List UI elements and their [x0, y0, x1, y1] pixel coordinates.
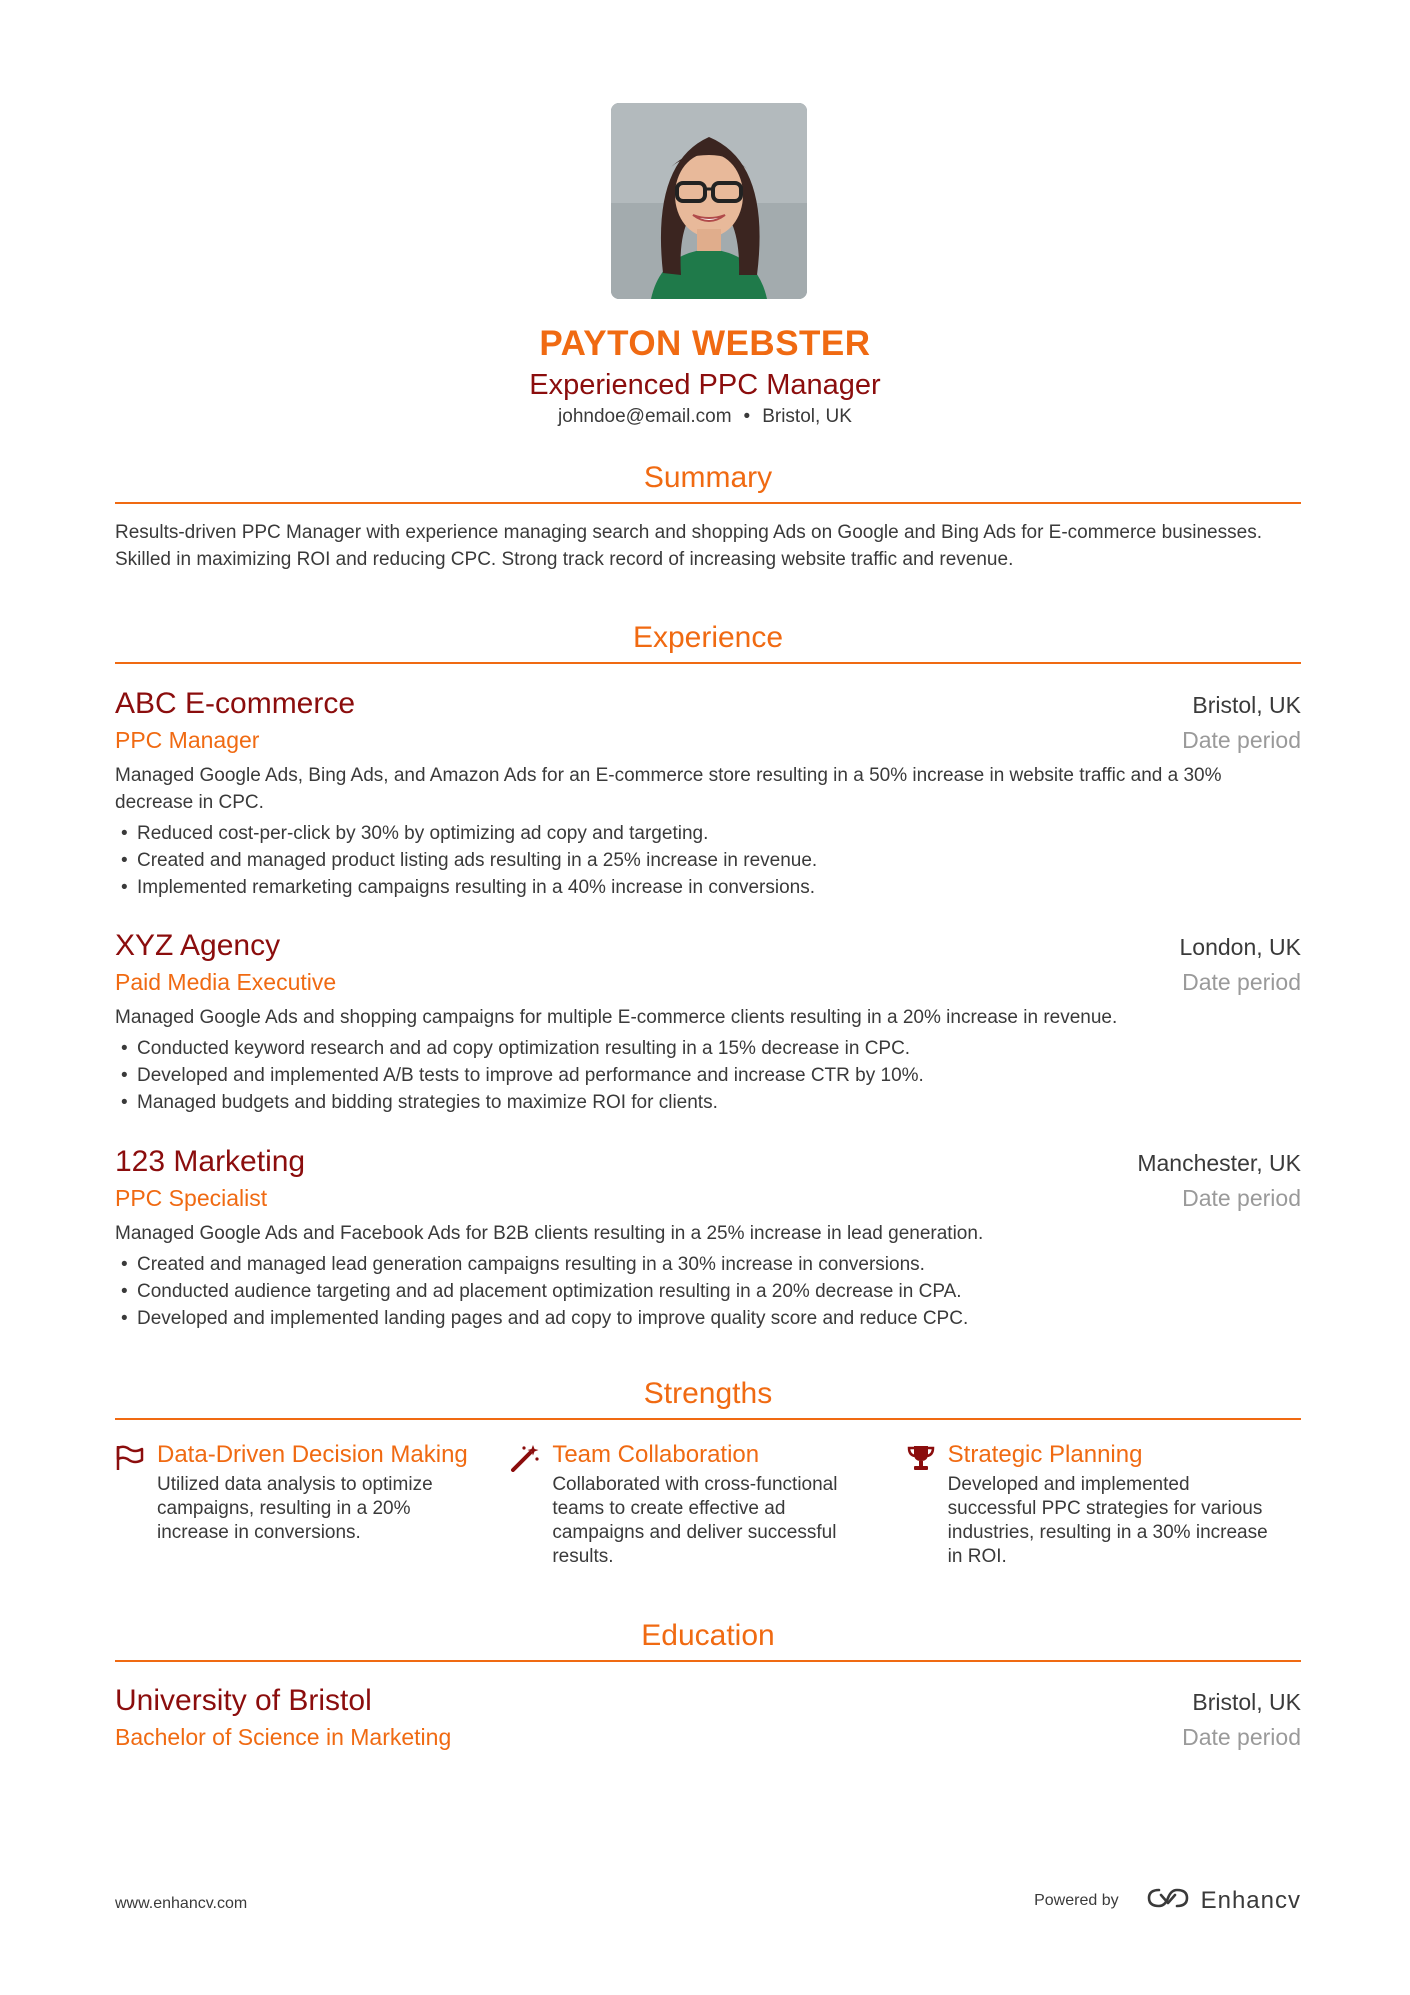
powered-by-label: Powered by	[1034, 1891, 1119, 1909]
job-bullet: • Developed and implemented landing pages and ad copy to improve quality score and reduce CPC.	[115, 1305, 1301, 1332]
job-bullets	[115, 1251, 1301, 1332]
job-role: PPC Specialist	[115, 1185, 268, 1211]
section-heading-education: Education	[115, 1616, 1301, 1662]
experience-entry	[115, 1142, 1301, 1332]
degree: Bachelor of Science in Marketing	[115, 1724, 452, 1750]
strengths-list	[115, 1440, 1301, 1569]
strength-item	[115, 1440, 510, 1569]
summary-text: Results-driven PPC Manager with experience managing search and shopping Ads on Google and Bing Ads for E-commerce businesses. Skilled in maximizing ROI and reducing CPC. Strong track record of increasing website traffic and revenue.	[115, 522, 1262, 570]
candidate-name: PAYTON WEBSTER	[539, 324, 871, 363]
profile-photo-image	[611, 103, 807, 299]
company-name: 123 Marketing	[115, 1145, 306, 1178]
strength-description: Collaborated with cross-functional teams to create effective ad campaigns and deliver successful results.	[552, 1474, 838, 1567]
strength-item	[510, 1440, 905, 1569]
job-bullets	[115, 820, 1301, 901]
section-heading-summary: Summary	[115, 458, 1301, 504]
job-location: Bristol, UK	[1192, 692, 1301, 718]
candidate-location: Bristol, UK	[762, 406, 852, 427]
enhancv-logo-icon	[1145, 1886, 1191, 1915]
strength-title: Team Collaboration	[552, 1441, 760, 1468]
footer-branding	[1034, 1886, 1301, 1915]
footer-website-link[interactable]: www.enhancv.com	[115, 1895, 248, 1912]
job-description: Managed Google Ads, Bing Ads, and Amazon Ads for an E-commerce store resulting in a 50% increase in website traffic and a 30% decrease in CPC.	[115, 765, 1222, 813]
strength-item	[906, 1440, 1301, 1569]
candidate-title: Experienced PPC Manager	[529, 369, 881, 401]
strength-description: Developed and implemented successful PPC strategies for various industries, resulting in a 30% increase in ROI.	[947, 1474, 1268, 1567]
job-bullet: • Managed budgets and bidding strategies to maximize ROI for clients.	[115, 1089, 1301, 1116]
school-location: Bristol, UK	[1192, 1689, 1301, 1715]
job-location: Manchester, UK	[1137, 1150, 1301, 1176]
profile-photo	[611, 103, 807, 299]
job-bullet: • Implemented remarketing campaigns resulting in a 40% increase in conversions.	[115, 874, 1301, 901]
job-bullet: • Created and managed lead generation campaigns resulting in a 30% increase in conversions.	[115, 1251, 1301, 1278]
job-location: London, UK	[1179, 934, 1301, 960]
education-entry	[115, 1681, 1301, 1753]
job-role: PPC Manager	[115, 727, 260, 753]
job-bullet: • Created and managed product listing ads resulting in a 25% increase in revenue.	[115, 847, 1301, 874]
company-name: XYZ Agency	[115, 929, 281, 962]
strength-description: Utilized data analysis to optimize campaigns, resulting in a 20% increase in conversions.	[157, 1474, 433, 1543]
job-description: Managed Google Ads and Facebook Ads for B2B clients resulting in a 25% increase in lead generation.	[115, 1223, 984, 1244]
experience-entry	[115, 926, 1301, 1116]
enhancv-brand-name: Enhancv	[1200, 1886, 1301, 1914]
strength-title: Strategic Planning	[947, 1441, 1143, 1468]
email-link[interactable]: johndoe@email.com	[558, 406, 732, 427]
job-role: Paid Media Executive	[115, 969, 337, 995]
strength-title: Data-Driven Decision Making	[157, 1441, 468, 1468]
section-heading-experience: Experience	[115, 618, 1301, 664]
job-bullet: • Conducted audience targeting and ad placement optimization resulting in a 20% decrease in CPA.	[115, 1278, 1301, 1305]
magic-wand-icon	[510, 1440, 552, 1569]
job-bullets	[115, 1035, 1301, 1116]
experience-entry	[115, 684, 1301, 901]
flag-icon	[115, 1440, 157, 1569]
job-date: Date period	[1182, 727, 1301, 753]
resume-header	[0, 322, 1410, 430]
section-heading-strengths: Strengths	[115, 1374, 1301, 1420]
job-bullet: • Developed and implemented A/B tests to improve ad performance and increase CTR by 10%.	[115, 1062, 1301, 1089]
job-bullet: • Conducted keyword research and ad copy optimization resulting in a 15% decrease in CPC.	[115, 1035, 1301, 1062]
job-bullet: • Reduced cost-per-click by 30% by optimizing ad copy and targeting.	[115, 820, 1301, 847]
contact-line	[0, 404, 1410, 430]
education-date: Date period	[1182, 1724, 1301, 1750]
contact-separator: •	[743, 406, 751, 427]
trophy-icon	[906, 1440, 948, 1569]
school-name: University of Bristol	[115, 1684, 372, 1717]
job-date: Date period	[1182, 969, 1301, 995]
job-description: Managed Google Ads and shopping campaigns for multiple E-commerce clients resulting in a 20% increase in revenue.	[115, 1007, 1118, 1028]
company-name: ABC E-commerce	[115, 687, 356, 720]
job-date: Date period	[1182, 1185, 1301, 1211]
